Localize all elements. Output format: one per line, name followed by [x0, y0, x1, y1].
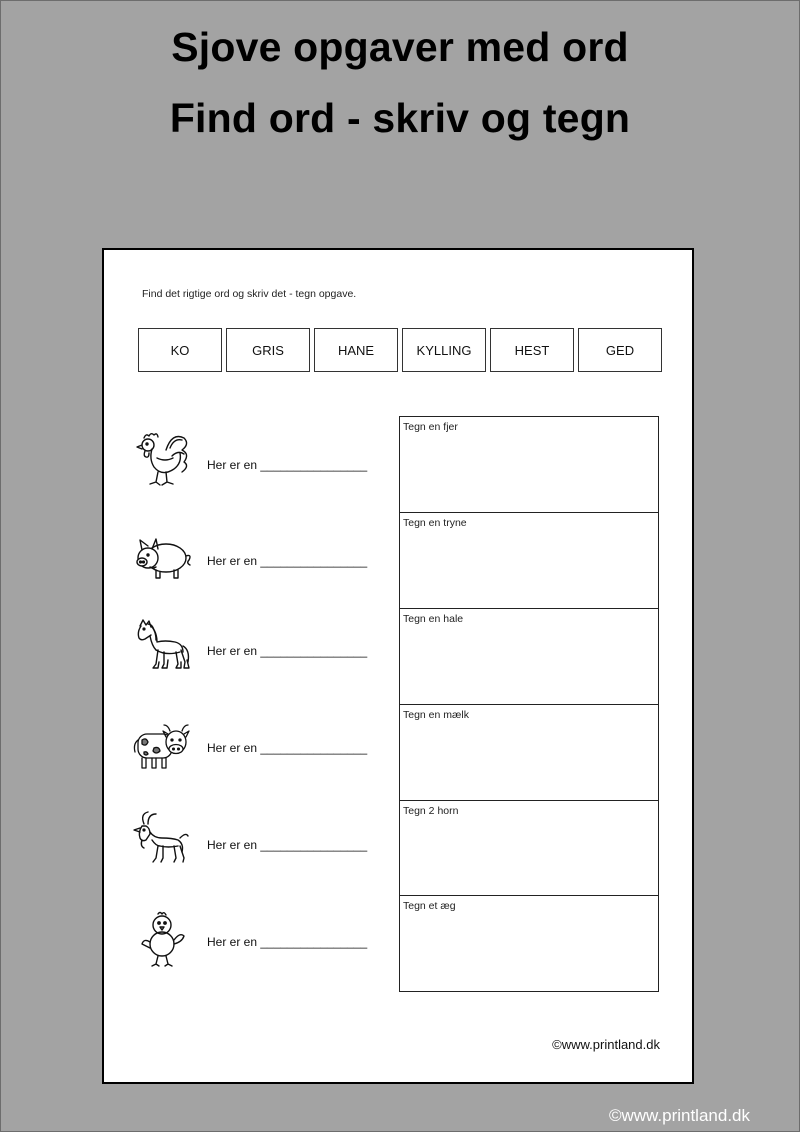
draw-cell-1: [400, 417, 658, 512]
chick-icon: [130, 908, 192, 974]
draw-label-5: Tegn 2 horn: [403, 805, 459, 817]
word-box-2: GRIS: [226, 328, 310, 372]
draw-label-1: Tegn en fjer: [403, 421, 458, 433]
word-box-6: GED: [578, 328, 662, 372]
draw-label-3: Tegn en hale: [403, 613, 464, 625]
row-label-4: Her er en ________________: [207, 741, 368, 755]
row-label-1: Her er en ________________: [207, 458, 368, 472]
drawing-grid: [399, 416, 659, 992]
word-box-5: HEST: [490, 328, 574, 372]
worksheet-instruction: Find det rigtige ord og skriv det - tegn opgave.: [142, 288, 357, 300]
horse-icon: [130, 616, 192, 682]
word-box-1: KO: [138, 328, 222, 372]
row-label-5: Her er en ________________: [207, 838, 368, 852]
goat-icon: [130, 810, 192, 876]
draw-cell-5: [400, 800, 658, 895]
draw-cell-3: [400, 608, 658, 703]
draw-cell-2: [400, 512, 658, 607]
row-label-6: Her er en ________________: [207, 935, 368, 949]
word-box-4: KYLLING: [402, 328, 486, 372]
cow-icon: [130, 716, 192, 782]
draw-cell-4: [400, 704, 658, 799]
page-credit: ©www.printland.dk: [608, 1106, 750, 1125]
rooster-icon: [130, 428, 192, 494]
draw-cell-6: [400, 895, 658, 990]
draw-label-6: Tegn et æg: [403, 900, 456, 912]
page-title-line2: Find ord - skriv og tegn: [169, 95, 631, 141]
worksheet-credit: ©www.printland.dk: [552, 1037, 660, 1052]
draw-label-2: Tegn en tryne: [403, 517, 467, 529]
row-label-3: Her er en ________________: [207, 644, 368, 658]
draw-label-4: Tegn en mælk: [403, 709, 469, 721]
word-box-3: HANE: [314, 328, 398, 372]
worksheet: [102, 248, 694, 1084]
pig-icon: [130, 528, 192, 594]
row-label-2: Her er en ________________: [207, 554, 368, 568]
page-title-line1: Sjove opgaver med ord: [171, 24, 629, 70]
